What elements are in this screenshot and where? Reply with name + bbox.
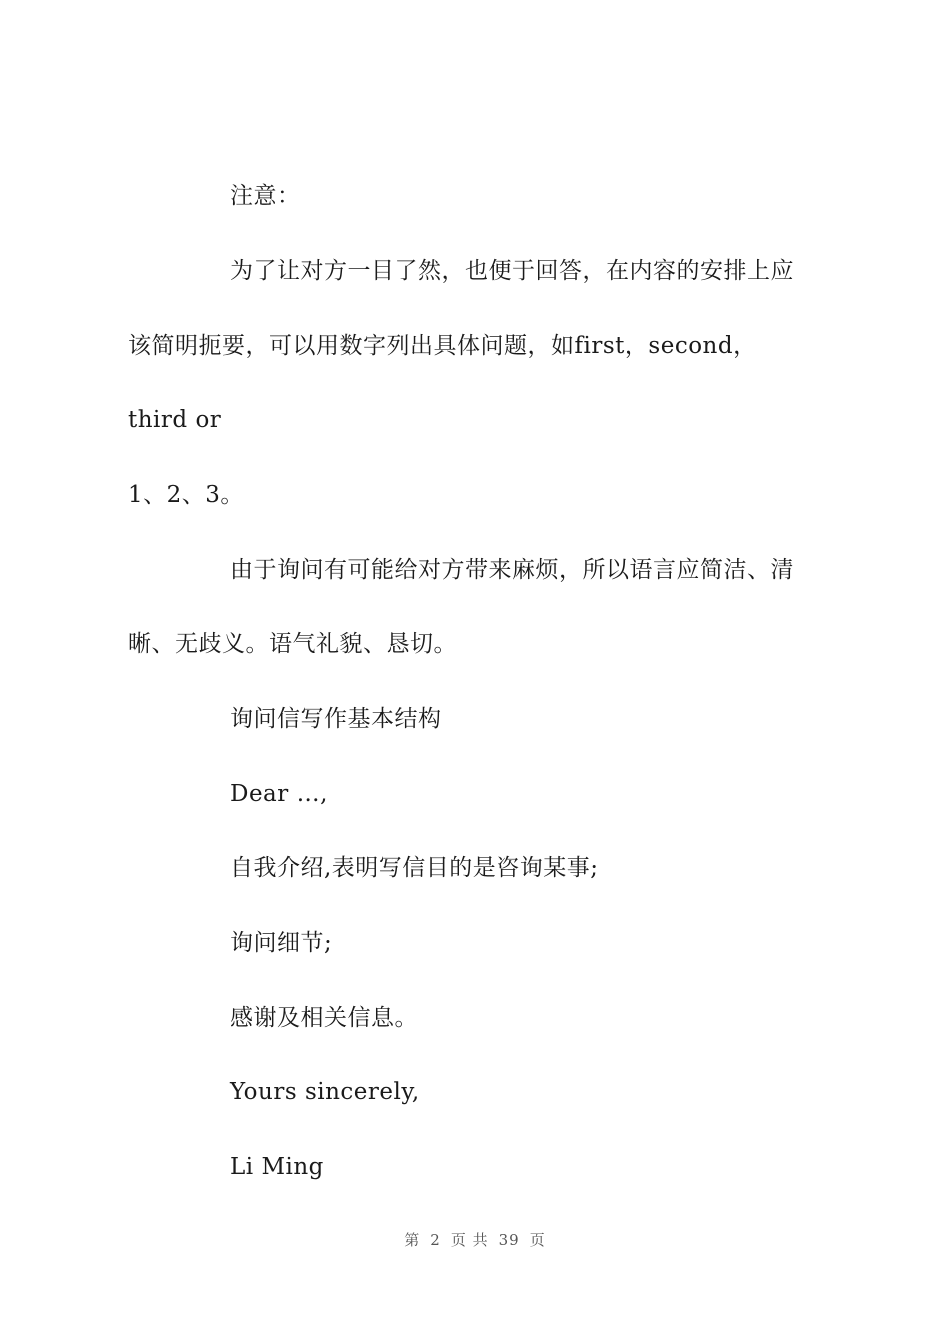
letter-closing: Yours sincerely, <box>230 1079 420 1105</box>
letter-signature: Li Ming <box>230 1154 324 1180</box>
paragraph-line: 为了让对方一目了然，也便于回答，在内容的安排上应 <box>230 258 794 284</box>
section-heading: 询问信写作基本结构 <box>230 706 442 732</box>
page-footer <box>0 1229 950 1251</box>
paragraph-line: 1、2、3。 <box>128 482 244 508</box>
structure-item: 询问细节; <box>230 930 333 956</box>
footer-prefix: 第 <box>404 1231 421 1249</box>
letter-greeting: Dear …, <box>230 781 328 807</box>
structure-item: 感谢及相关信息。 <box>230 1005 418 1031</box>
paragraph-line: third or <box>128 407 222 433</box>
structure-item: 自我介绍,表明写信目的是咨询某事; <box>230 855 599 881</box>
current-page-number: 2 <box>430 1231 441 1249</box>
footer-middle: 页 共 <box>450 1231 489 1249</box>
paragraph-line: 晰、无歧义。语气礼貌、恳切。 <box>128 631 457 657</box>
footer-suffix: 页 <box>529 1231 546 1249</box>
paragraph-line: 由于询问有可能给对方带来麻烦，所以语言应简洁、清 <box>230 557 794 583</box>
paragraph-line: 该简明扼要，可以用数字列出具体问题，如first，second， <box>128 333 757 359</box>
total-pages-number: 39 <box>498 1231 520 1249</box>
note-heading: 注意： <box>230 183 301 209</box>
